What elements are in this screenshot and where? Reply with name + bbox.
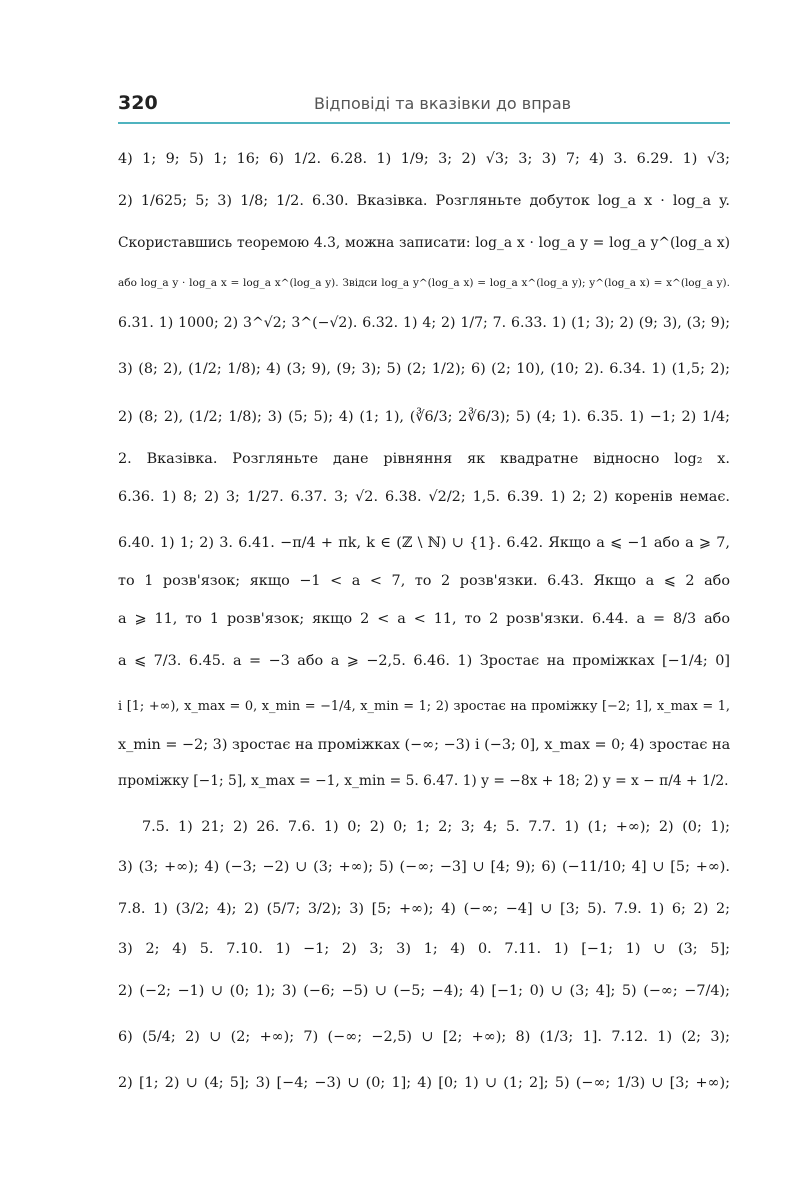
running-title: Відповіді та вказівки до вправ [314,94,572,113]
text-line: a ⩽ 7/3. 6.45. a = −3 або a ⩾ −2,5. 6.46. 1) Зростає на проміжках [−1/4; 0] [118,653,730,669]
text-line: 7.5. 1) 21; 2) 26. 7.6. 1) 0; 2) 0; 1; 2; 3; 4; 5. 7.7. 1) (1; +∞); 2) (0; 1); [142,819,730,835]
text-line: 3) 2; 4) 5. 7.10. 1) −1; 2) 3; 3) 1; 4) 0. 7.11. 1) [−1; 1) ∪ (3; 5]; [118,941,730,957]
text-line: 6) (5/4; 2) ∪ (2; +∞); 7) (−∞; −2,5) ∪ [2; +∞); 8) (1/3; 1]. 7.12. 1) (2; 3); [118,1029,730,1045]
text-line: то 1 розв'язок; якщо −1 < a < 7, то 2 розв'язки. 6.43. Якщо a ⩽ 2 або [118,573,730,589]
text-line: x_min = −2; 3) зростає на проміжках (−∞; −3) і (−3; 0], x_max = 0; 4) зростає на [118,737,730,753]
text-line: 3) (3; +∞); 4) (−3; −2) ∪ (3; +∞); 5) (−∞; −3] ∪ [4; 9); 6) (−11/10; 4] ∪ [5; +∞). [118,859,730,875]
text-line: 4) 1; 9; 5) 1; 16; 6) 1/2. 6.28. 1) 1/9; 3; 2) √3; 3; 3) 7; 4) 3. 6.29. 1) √3; [118,151,730,167]
text-line: a ⩾ 11, то 1 розв'язок; якщо 2 < a < 11, то 2 розв'язки. 6.44. a = 8/3 або [118,611,730,627]
text-line: 7.8. 1) (3/2; 4); 2) (5/7; 3/2); 3) [5; +∞); 4) (−∞; −4] ∪ [3; 5). 7.9. 1) 6; 2) 2; [118,901,730,917]
header-rule [118,122,730,124]
text-line: 2) (−2; −1) ∪ (0; 1); 3) (−6; −5) ∪ (−5; −4); 4) [−1; 0) ∪ (3; 4]; 5) (−∞; −7/4); [118,983,730,999]
text-line: 2) [1; 2) ∪ (4; 5]; 3) [−4; −3) ∪ (0; 1]; 4) [0; 1) ∪ (1; 2]; 5) (−∞; 1/3) ∪ [3; +∞); [118,1075,730,1091]
text-line: 2. Вказівка. Розгляньте дане рівняння як квадратне відносно log₂ x. [118,451,730,467]
text-line: проміжку [−1; 5], x_max = −1, x_min = 5. 6.47. 1) y = −8x + 18; 2) y = x − π/4 + 1/2. [118,773,729,789]
text-line: 6.40. 1) 1; 2) 3. 6.41. −π/4 + πk, k ∈ (ℤ \ ℕ) ∪ {1}. 6.42. Якщо a ⩽ −1 або a ⩾ 7, [118,535,730,551]
text-line: Скориставшись теоремою 4.3, можна записати: log_a x · log_a y = log_a y^(log_a x) [118,235,730,251]
text-line: 2) (8; 2), (1/2; 1/8); 3) (5; 5); 4) (1; 1), (∛6/3; 2∛6/3); 5) (4; 1). 6.35. 1) −1; 2) 1/4; [118,409,730,425]
page-number: 320 [118,92,158,114]
text-line: або log_a y · log_a x = log_a x^(log_a y). Звідси log_a y^(log_a x) = log_a x^(log_a y); y^(log_a x) = x^(log_a y). [118,277,730,289]
text-line: 2) 1/625; 5; 3) 1/8; 1/2. 6.30. Вказівка. Розгляньте добуток log_a x · log_a y. [118,193,730,209]
text-line: і [1; +∞), x_max = 0, x_min = −1/4, x_min = 1; 2) зростає на проміжку [−2; 1], x_max = 1, [118,699,730,714]
text-line: 6.36. 1) 8; 2) 3; 1/27. 6.37. 3; √2. 6.38. √2/2; 1,5. 6.39. 1) 2; 2) коренів немає. [118,489,730,505]
text-line: 3) (8; 2), (1/2; 1/8); 4) (3; 9), (9; 3); 5) (2; 1/2); 6) (2; 10), (10; 2). 6.34. 1) (1,5; 2); [118,361,730,377]
page-header [118,92,730,124]
text-line: 6.31. 1) 1000; 2) 3^√2; 3^(−√2). 6.32. 1) 4; 2) 1/7; 7. 6.33. 1) (1; 3); 2) (9; 3), (3; 9); [118,315,730,331]
